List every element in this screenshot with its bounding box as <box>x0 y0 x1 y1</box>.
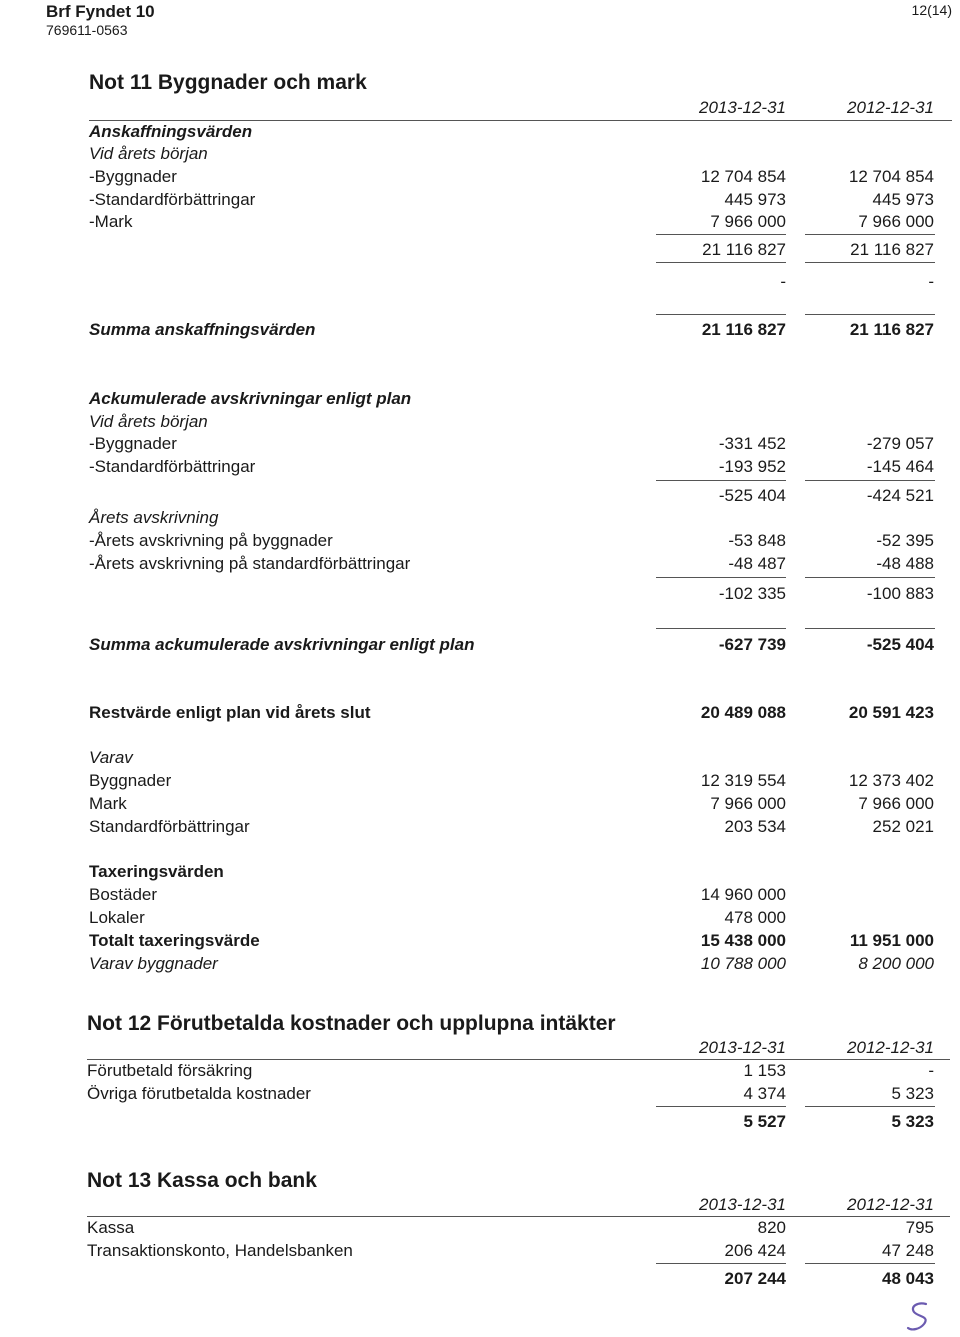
note-11-row-value-2013: 478 000 <box>724 908 786 927</box>
note-11-row-value-2012: 252 021 <box>872 817 934 836</box>
subtotal-rule <box>656 262 786 263</box>
note-11-row-value-2013: -53 848 <box>728 531 786 550</box>
note-11-row-value-2013: 12 704 854 <box>700 167 786 186</box>
note-13-total-value-2012: 48 043 <box>882 1269 934 1288</box>
organization-name: Brf Fyndet 10 <box>46 2 155 21</box>
note-11-row-label: Vid årets början <box>89 144 208 163</box>
note-13-row-value-2012: 795 <box>905 1218 934 1237</box>
note-11-row-label: Taxeringsvärden <box>89 862 224 881</box>
note-11-total-value-2013: -627 739 <box>718 635 786 654</box>
note-11-total-value-2013: 20 489 088 <box>700 703 786 722</box>
note-12-total-value-2012: 5 323 <box>891 1112 934 1131</box>
note-11-row-value-2012: 7 966 000 <box>858 794 934 813</box>
note-11-total-value-2012: 20 591 423 <box>848 703 934 722</box>
note-11-row-label: Summa anskaffningsvärden <box>89 320 316 339</box>
total-rule <box>656 1263 786 1264</box>
total-rule <box>805 1263 935 1264</box>
note-11-row-value-2012: 12 373 402 <box>848 771 934 790</box>
note-11-row-label: Ackumulerade avskrivningar enligt plan <box>89 389 412 408</box>
subtotal-rule <box>805 577 935 578</box>
note-13-col1-header: 2013-12-31 <box>699 1195 786 1214</box>
note-11-row-label: -Mark <box>89 212 133 231</box>
note-11-col1-header: 2013-12-31 <box>699 98 786 117</box>
note-11-row-value-2012: -279 057 <box>866 434 934 453</box>
note-11-row-value-2013: 12 319 554 <box>700 771 786 790</box>
note-11-header-rule <box>89 120 952 121</box>
note-12-row-label: Förutbetald försäkring <box>87 1061 253 1080</box>
note-11-row-label: Byggnader <box>89 771 172 790</box>
note-12-row-value-2012: 5 323 <box>891 1084 934 1103</box>
note-11-row-value-2013: 14 960 000 <box>700 885 786 904</box>
page-number: 12(14) <box>911 2 952 18</box>
note-12-total-value-2013: 5 527 <box>743 1112 786 1131</box>
note-11-subtotal-value-2013: 21 116 827 <box>702 240 786 259</box>
subtotal-rule <box>656 234 786 235</box>
note-11-row-value-2012: -52 395 <box>876 531 934 550</box>
note-11-row-label: Restvärde enligt plan vid årets slut <box>89 703 371 722</box>
note-11-row-label: -Standardförbättringar <box>89 190 256 209</box>
note-11-row-label: Summa ackumulerade avskrivningar enligt plan <box>89 635 475 654</box>
note-11-row-value-2013: 7 966 000 <box>710 794 786 813</box>
note-13-row-value-2013: 206 424 <box>724 1241 786 1260</box>
note-11-row-label: -Byggnader <box>89 167 177 186</box>
subtotal-rule <box>805 262 935 263</box>
note-13-total-value-2013: 207 244 <box>724 1269 786 1288</box>
note-11-row-label: Standardförbättringar <box>89 817 250 836</box>
note-11-row-value-2013: -331 452 <box>718 434 786 453</box>
note-13-title: Not 13 Kassa och bank <box>87 1169 317 1192</box>
note-13-header-rule <box>87 1216 950 1217</box>
note-13-row-value-2013: 820 <box>757 1218 786 1237</box>
note-11-subtotal-value-2012: -100 883 <box>866 584 934 603</box>
note-12-col2-header: 2012-12-31 <box>847 1038 934 1057</box>
note-13-row-label: Transaktionskonto, Handelsbanken <box>87 1241 353 1260</box>
note-11-row-value-2013: 203 534 <box>724 817 786 836</box>
note-11-row-value-2012: 7 966 000 <box>858 212 934 231</box>
note-11-col2-header: 2012-12-31 <box>847 98 934 117</box>
note-11-row-value-2013: 7 966 000 <box>710 212 786 231</box>
note-11-total-value-2013: 21 116 827 <box>701 320 786 339</box>
note-12-col1-header: 2013-12-31 <box>699 1038 786 1057</box>
note-11-row-label: -Standardförbättringar <box>89 457 256 476</box>
note-11-subtotal-value-2012: 21 116 827 <box>850 240 934 259</box>
note-11-dash-value-2013: - <box>780 272 786 291</box>
note-11-row-value-2012: 8 200 000 <box>858 954 934 973</box>
note-11-row-value-2013: -193 952 <box>718 457 786 476</box>
note-11-row-label: Varav <box>89 748 133 767</box>
note-11-title: Not 11 Byggnader och mark <box>89 71 367 94</box>
note-12-row-value-2013: 4 374 <box>743 1084 786 1103</box>
subtotal-rule <box>805 234 935 235</box>
total-rule <box>805 628 935 629</box>
note-11-row-value-2013: 10 788 000 <box>700 954 786 973</box>
note-11-subtotal-value-2013: -102 335 <box>718 584 786 603</box>
note-11-row-label: Anskaffningsvärden <box>89 122 253 141</box>
note-12-row-label: Övriga förutbetalda kostnader <box>87 1084 311 1103</box>
note-11-subtotal-value-2013: -525 404 <box>718 486 786 505</box>
note-13-col2-header: 2012-12-31 <box>847 1195 934 1214</box>
subtotal-rule <box>805 480 935 481</box>
note-11-row-label: -Årets avskrivning på standardförbättringar <box>89 554 411 573</box>
note-11-total-value-2012: 21 116 827 <box>849 320 934 339</box>
organization-number: 769611-0563 <box>46 22 128 38</box>
total-rule <box>805 314 935 315</box>
note-11-row-label: -Årets avskrivning på byggnader <box>89 531 333 550</box>
note-11-row-value-2013: 445 973 <box>724 190 786 209</box>
note-11-row-value-2013: -48 487 <box>728 554 786 573</box>
note-13-row-value-2012: 47 248 <box>882 1241 934 1260</box>
subtotal-rule <box>656 577 786 578</box>
note-11-row-value-2013: 15 438 000 <box>700 931 786 950</box>
note-11-total-value-2012: -525 404 <box>866 635 934 654</box>
note-11-row-label: Vid årets början <box>89 412 208 431</box>
note-11-row-label: Varav byggnader <box>89 954 218 973</box>
note-12-row-value-2012: - <box>928 1061 934 1080</box>
note-11-row-label: Lokaler <box>89 908 145 927</box>
subtotal-rule <box>656 480 786 481</box>
note-11-row-value-2012: -145 464 <box>866 457 934 476</box>
signature-mark <box>898 1300 938 1334</box>
note-12-title: Not 12 Förutbetalda kostnader och upplupna intäkter <box>87 1012 616 1035</box>
note-11-row-value-2012: 12 704 854 <box>848 167 934 186</box>
note-11-row-label: Bostäder <box>89 885 158 904</box>
total-rule <box>656 1106 786 1107</box>
note-11-row-value-2012: 445 973 <box>872 190 934 209</box>
note-11-row-value-2012: 11 951 000 <box>849 931 934 950</box>
note-12-row-value-2013: 1 153 <box>743 1061 786 1080</box>
total-rule <box>656 314 786 315</box>
note-11-row-label: Årets avskrivning <box>89 508 219 527</box>
note-11-subtotal-value-2012: -424 521 <box>866 486 934 505</box>
note-11-row-label: Totalt taxeringsvärde <box>89 931 260 950</box>
note-11-row-label: -Byggnader <box>89 434 177 453</box>
note-13-row-label: Kassa <box>87 1218 135 1237</box>
total-rule <box>805 1106 935 1107</box>
note-11-row-value-2012: -48 488 <box>876 554 934 573</box>
note-11-row-label: Mark <box>89 794 127 813</box>
total-rule <box>656 628 786 629</box>
note-11-dash-value-2012: - <box>928 272 934 291</box>
note-12-header-rule <box>87 1059 950 1060</box>
